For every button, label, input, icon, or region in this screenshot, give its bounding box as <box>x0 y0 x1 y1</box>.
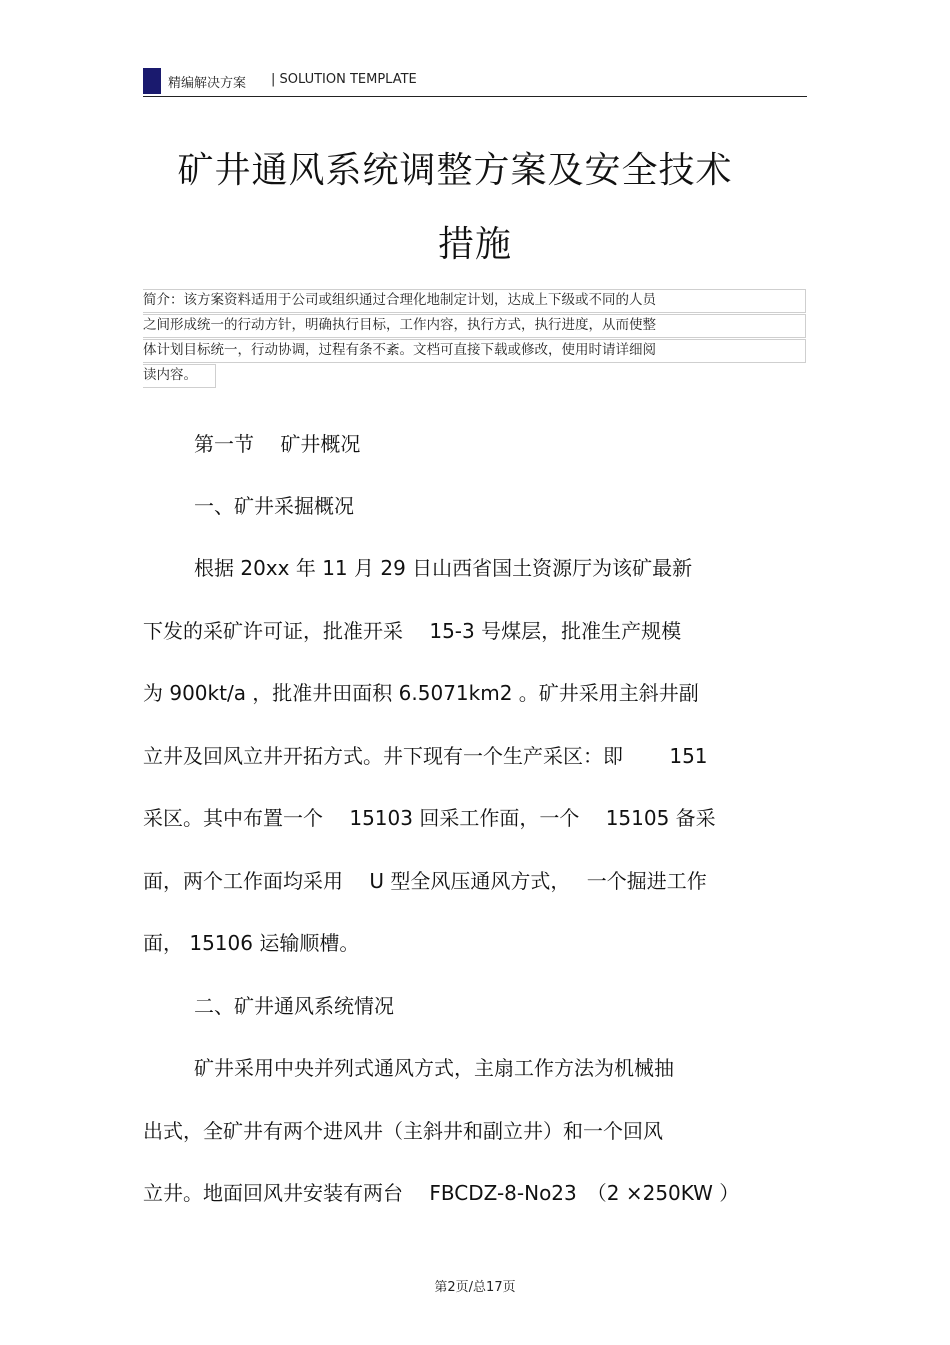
summary-box <box>143 288 805 388</box>
section-title: 第一节 矿井概况 <box>194 432 361 456</box>
paragraph-line: 采区。其中布置一个 15103 回采工作面，一个 15105 备采 <box>143 806 716 830</box>
document-title-line-2: 措施 <box>437 224 512 265</box>
paragraph-line: 为 900kt/a ，批准井田面积 6.5071km2 。矿井采用主斜井副 <box>143 681 699 705</box>
subsection-title: 一、矿井采掘概况 <box>194 494 354 518</box>
page-number: 第2页/总17页 <box>434 1280 516 1295</box>
summary-line: 之间形成统一的行动方针，明确执行目标，工作内容，执行方式，执行进度，从而使整 <box>143 313 805 338</box>
brand-name: 精编解决方案 <box>168 76 247 91</box>
paragraph-line: 矿井采用中央并列式通风方式，主扇工作方法为机械抽 <box>194 1056 674 1080</box>
paragraph-line: 面， 15106 运输顺槽。 <box>143 931 360 955</box>
brand-logo <box>143 68 161 94</box>
subsection-title: 二、矿井通风系统情况 <box>194 994 394 1018</box>
brand-subtitle: | SOLUTION TEMPLATE <box>271 72 417 87</box>
summary-line: 体计划目标统一，行动协调，过程有条不紊。文档可直接下载或修改，使用时请详细阅 <box>143 338 805 363</box>
paragraph-line: 立井及回风立井开拓方式。井下现有一个生产采区：即 151 <box>143 744 708 768</box>
summary-line: 简介：该方案资料适用于公司或组织通过合理化地制定计划，达成上下级或不同的人员 <box>143 288 805 313</box>
paragraph-line: 面，两个工作面均采用 U 型全风压通风方式， 一个掘进工作 <box>143 869 707 893</box>
paragraph-line: 出式，全矿井有两个进风井（主斜井和副立井）和一个回风 <box>143 1119 663 1143</box>
summary-line: 读内容。 <box>143 363 805 388</box>
page-header <box>143 66 807 97</box>
paragraph-line: 下发的采矿许可证，批准开采 15-3 号煤层，批准生产规模 <box>143 619 682 643</box>
paragraph-line: 根据 20xx 年 11 月 29 日山西省国土资源厅为该矿最新 <box>194 556 693 580</box>
paragraph-line: 立井。地面回风井安装有两台 FBCDZ-8-No23 （2 ×250KW ） <box>143 1181 740 1205</box>
document-title-line-1: 矿井通风系统调整方案及安全技术 <box>177 150 733 191</box>
